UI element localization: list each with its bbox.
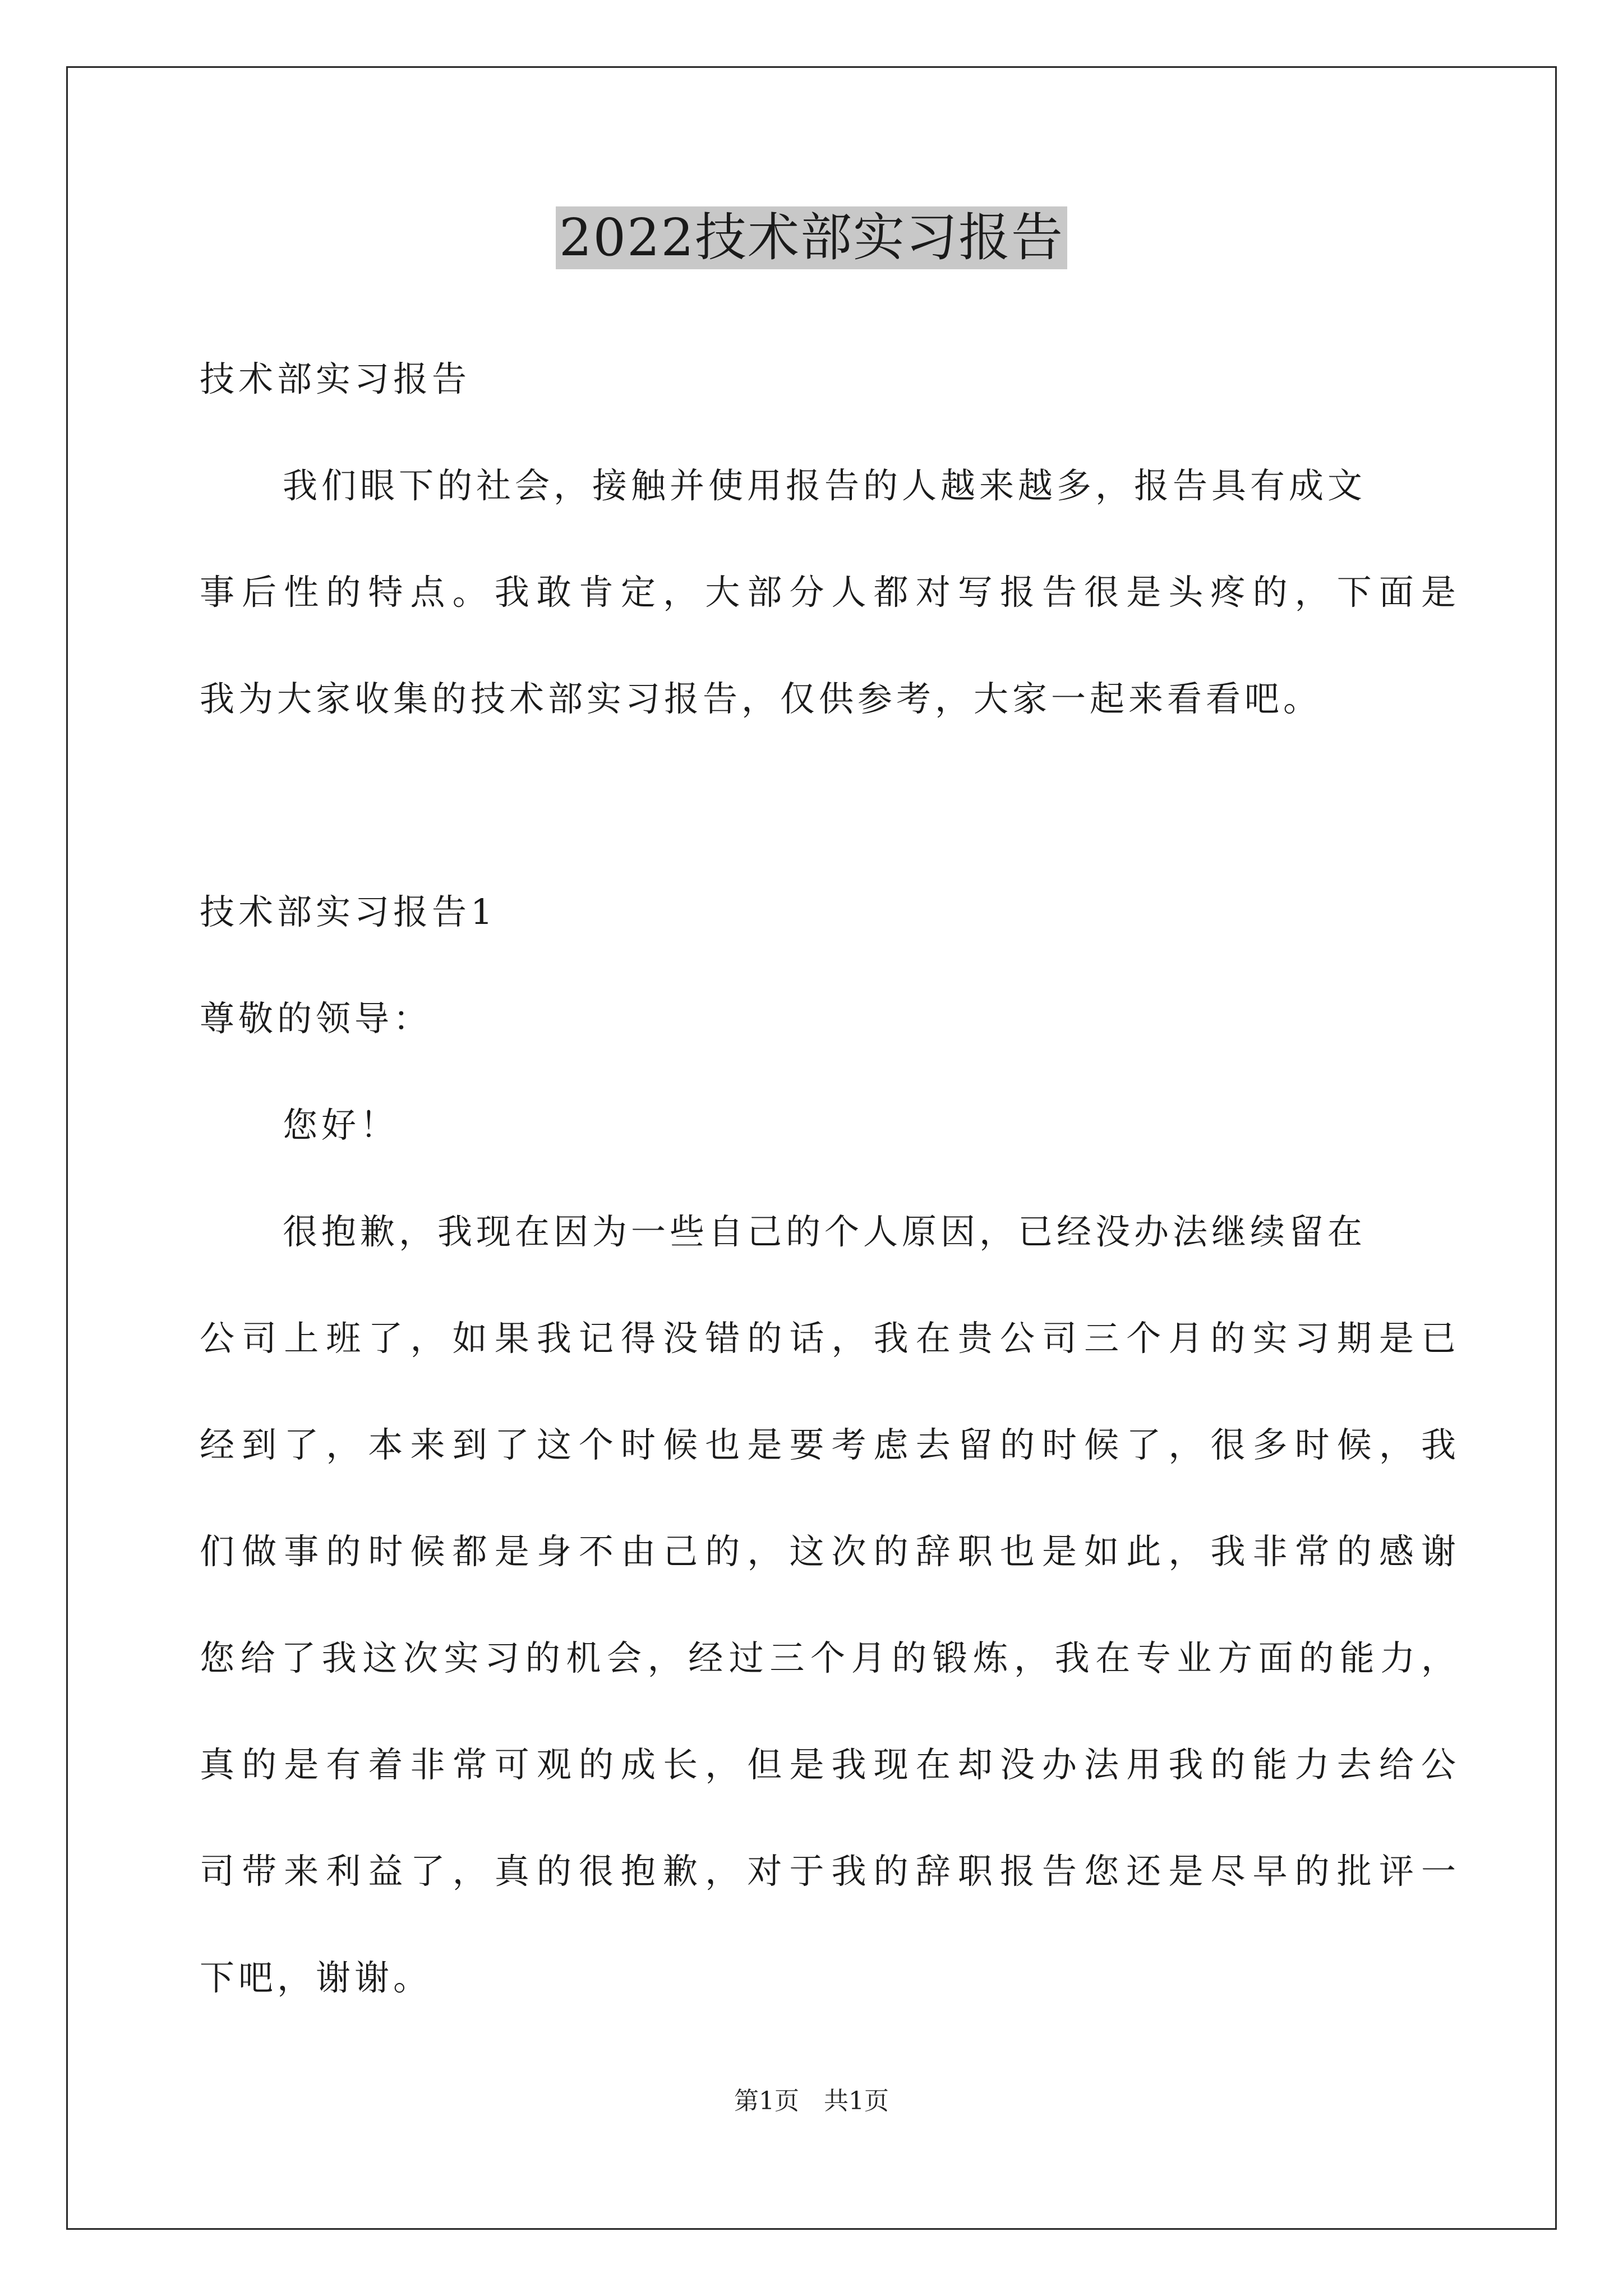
body-line-1: 很抱歉，我现在因为一些自己的个人原因，已经没办法继续留在 [283, 1211, 1367, 1252]
section-heading: 技术部实习报告1 [200, 891, 497, 932]
body-line-2: 公司上班了，如果我记得没错的话，我在贵公司三个月的实习期是已 [200, 1318, 1456, 1359]
intro-line-3: 我为大家收集的技术部实习报告，仅供参考，大家一起来看看吧。 [200, 678, 1322, 719]
body-line-5: 您给了我这次实习的机会，经过三个月的锻炼，我在专业方面的能力， [200, 1637, 1456, 1678]
subtitle: 技术部实习报告 [200, 358, 471, 399]
salutation: 尊敬的领导： [200, 998, 432, 1039]
intro-line-2: 事后性的特点。我敢肯定，大部分人都对写报告很是头疼的，下面是 [200, 572, 1456, 613]
greeting: 您好！ [283, 1105, 399, 1145]
document-title-block [0, 206, 1623, 284]
document-title: 2022技术部实习报告 [556, 206, 1067, 269]
intro-line-1: 我们眼下的社会，接触并使用报告的人越来越多，报告具有成文 [283, 465, 1367, 506]
page-number: 第1页 共1页 [734, 2087, 889, 2115]
body-line-7: 司带来利益了，真的很抱歉，对于我的辞职报告您还是尽早的批评一 [200, 1851, 1456, 1892]
body-line-3: 经到了，本来到了这个时候也是要考虑去留的时候了，很多时候，我 [200, 1424, 1456, 1465]
body-line-4: 们做事的时候都是身不由己的，这次的辞职也是如此，我非常的感谢 [200, 1531, 1456, 1572]
page-footer [0, 2085, 1623, 2118]
body-line-6: 真的是有着非常可观的成长，但是我现在却没办法用我的能力去给公 [200, 1744, 1456, 1785]
body-line-8: 下吧，谢谢。 [200, 1957, 432, 1998]
